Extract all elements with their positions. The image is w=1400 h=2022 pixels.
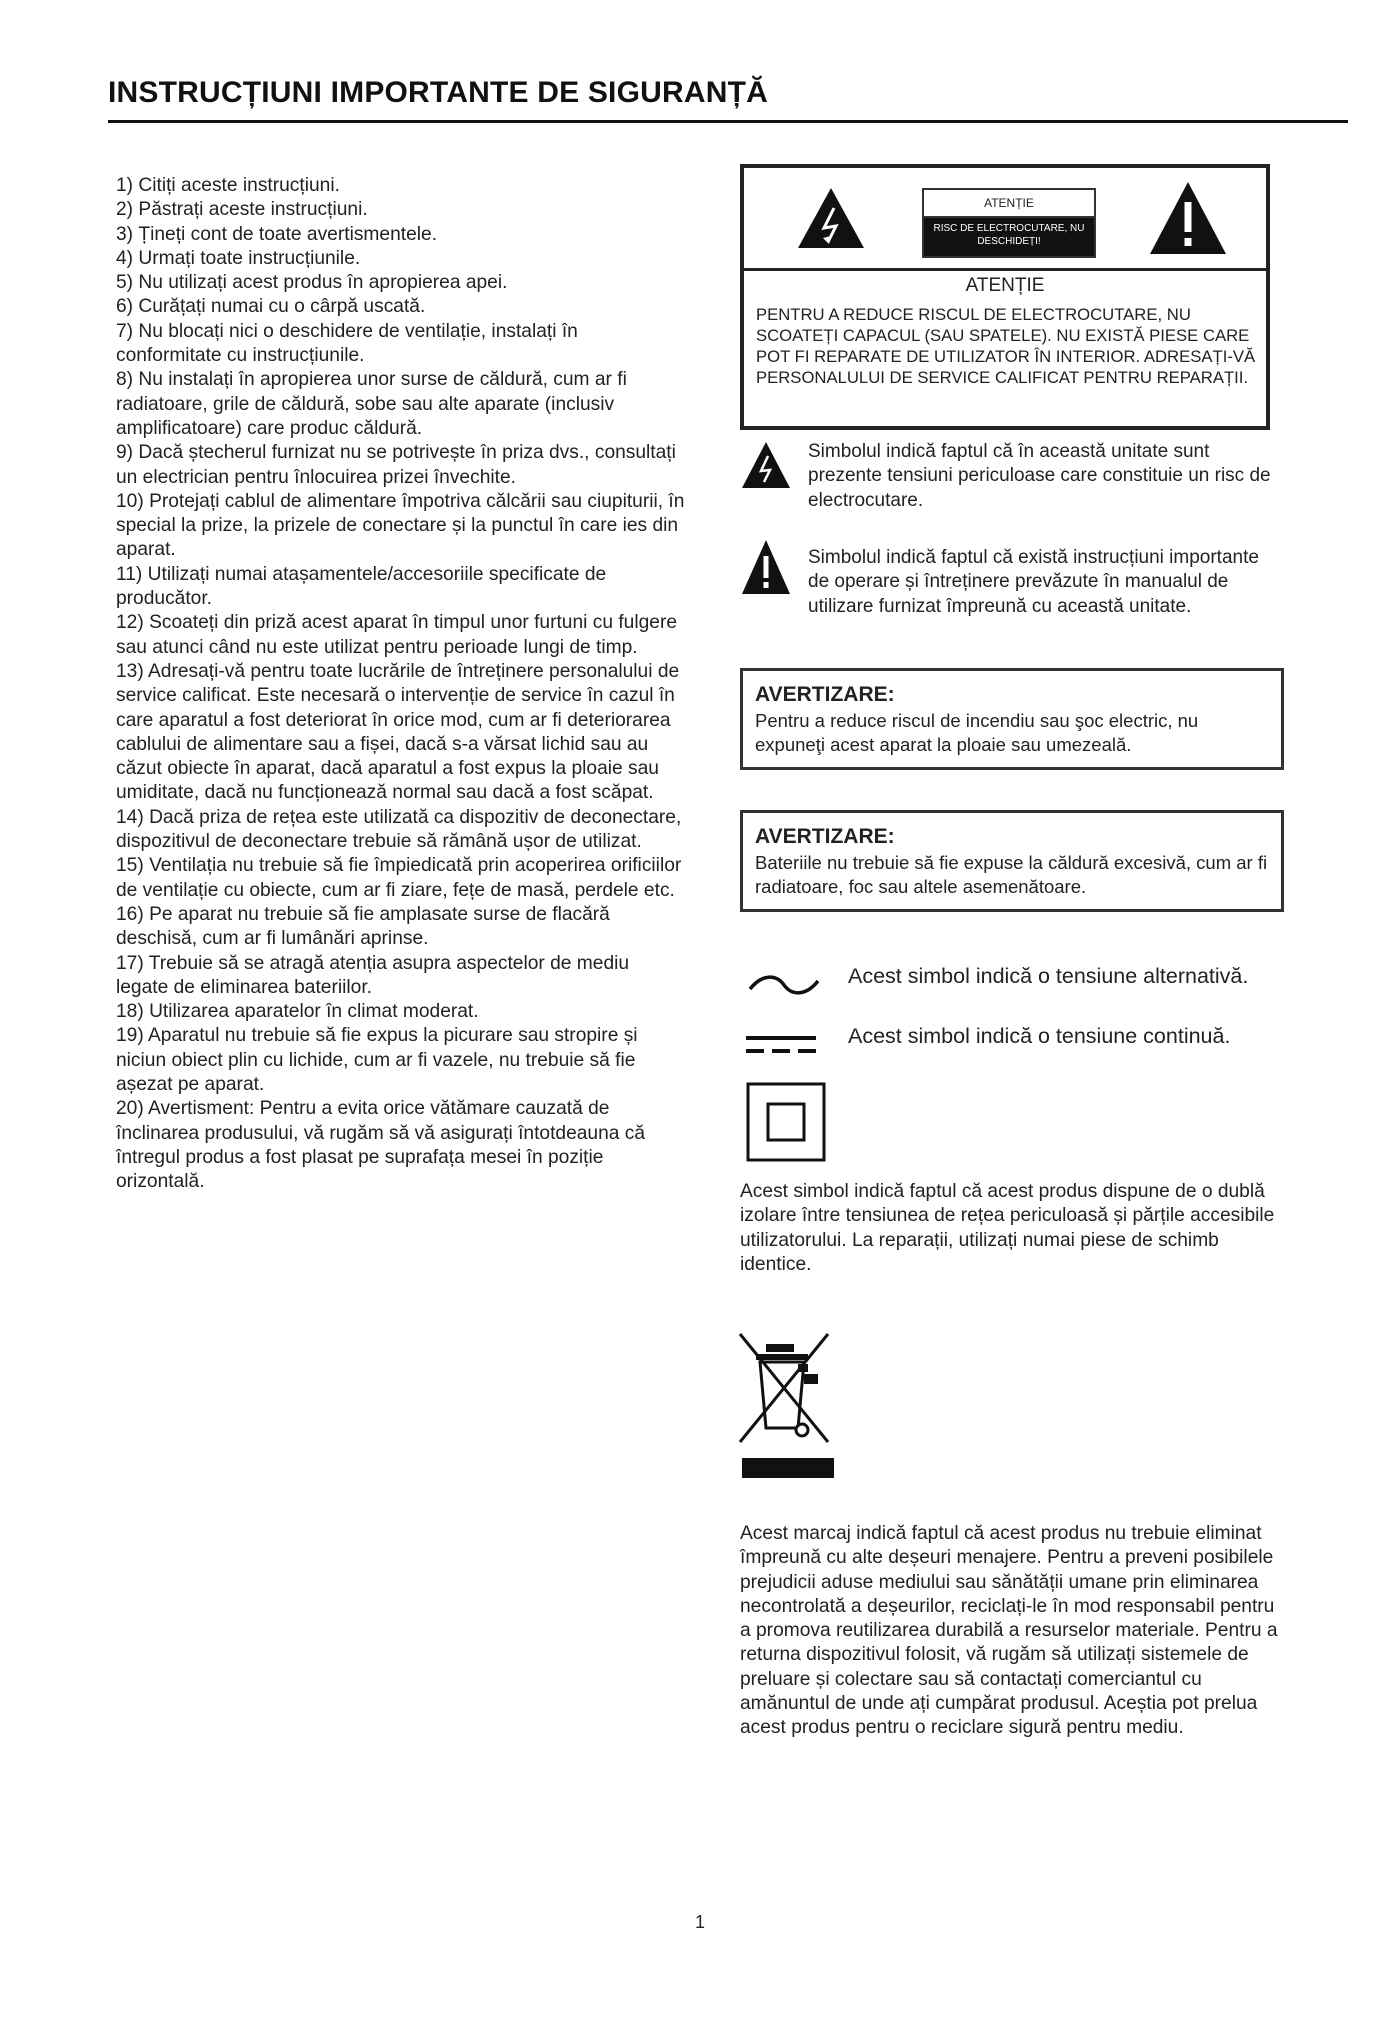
page-number: 1 bbox=[694, 1912, 705, 1932]
page-title: INSTRUCȚIUNI IMPORTANTE DE SIGURANȚĂ bbox=[108, 76, 768, 109]
instruction-list bbox=[116, 174, 686, 1194]
instruction-item: 9) Dacă ștecherul furnizat nu se potrivește în priza dvs., consultați un electrician pentru înlocuirea prizei învechite. bbox=[116, 442, 676, 488]
instruction-item: 12) Scoateți din priză acest aparat în timpul unor furtuni cu fulgere sau atunci când nu este utilizat pentru perioade lungi de timp. bbox=[116, 612, 678, 658]
instruction-item: 11) Utilizați numai atașamentele/accesoriile specificate de producător. bbox=[116, 563, 607, 610]
instruction-item: 8) Nu instalați în apropierea unor surse de căldură, cum ar fi radiatoare, grile de căldură, sobe sau alte aparate (inclusiv amplificatoare) care produc căldură. bbox=[116, 369, 627, 439]
instruction-item: 2) Păstrați aceste instrucțiuni. bbox=[116, 199, 368, 221]
instruction-item: 19) Aparatul nu trebuie să fie expus la picurare sau stropire și niciun obiect plin cu lichide, cum ar fi vazele, nu trebuie să fie așezat pe aparat. bbox=[116, 1025, 638, 1095]
instruction-item: 17) Trebuie să se atragă atenția asupra aspectelor de mediu legate de eliminarea bateriilor. bbox=[116, 952, 630, 998]
instruction-item: 10) Protejați cablul de alimentare împotriva călcării sau ciupiturii, în special la prize, la prizele de conectare și la punctul în care ies din aparat. bbox=[116, 490, 685, 561]
dc-voltage-icon bbox=[746, 1034, 816, 1056]
instruction-item: 18) Utilizarea aparatelor în climat moderat. bbox=[116, 1001, 479, 1023]
exclamation-symbol-text: Simbolul indică faptul că există instrucțiuni importante de operare și întreținere prevăzute în manualul de utilizare furnizat împreună cu această unitate. bbox=[808, 547, 1259, 617]
warning-title: AVERTIZARE: bbox=[755, 683, 895, 706]
caution-header bbox=[744, 168, 1266, 271]
caution-box bbox=[740, 164, 1270, 430]
instruction-item: 4) Urmați toate instrucțiunile. bbox=[116, 247, 361, 269]
lightning-triangle-icon bbox=[740, 440, 792, 490]
lightning-triangle-icon bbox=[796, 186, 866, 250]
warning-title: AVERTIZARE: bbox=[755, 825, 895, 848]
instruction-item: 20) Avertisment: Pentru a evita orice vătămare cauzată de înclinarea produsului, vă rugăm să vă asigurați întotdeauna că întregul produs a fost plasat pe suprafața mesei în poziție orizontală. bbox=[116, 1098, 646, 1193]
warning-box bbox=[740, 810, 1284, 912]
weee-crossed-bin-icon bbox=[734, 1328, 834, 1478]
instruction-item: 14) Dacă priza de rețea este utilizată ca dispozitiv de deconectare, dispozitivul de deconectare trebuie să rămână ușor de utilizat. bbox=[116, 806, 682, 853]
ac-tilde-icon bbox=[748, 974, 820, 996]
bolt-symbol-text: Simbolul indică faptul că în această unitate sunt prezente tensiuni periculoase care constituie un risc de electrocutare. bbox=[808, 441, 1271, 511]
warning-box bbox=[740, 668, 1284, 770]
instruction-item: 7) Nu blocați nici o deschidere de ventilație, instalați în conformitate cu instrucțiunile. bbox=[116, 320, 578, 367]
caution-label-body: RISC DE ELECTROCUTARE, NU DESCHIDEȚI! bbox=[924, 218, 1094, 256]
instruction-item: 5) Nu utilizați acest produs în apropierea apei. bbox=[116, 272, 508, 294]
instruction-item: 6) Curățați numai cu o cârpă uscată. bbox=[116, 296, 426, 318]
double-insulation-icon bbox=[746, 1082, 826, 1162]
double-insulation-text: Acest simbol indică faptul că acest produs dispune de o dublă izolare între tensiunea de rețea periculoasă și părțile accesibile utilizatorului. La reparații, utilizați numai piese de schimb identice. bbox=[740, 1181, 1275, 1275]
exclamation-triangle-icon bbox=[740, 538, 792, 596]
warning-text: Pentru a reduce riscul de incendiu sau şoc electric, nu expuneţi acest aparat la ploaie sau umezeală. bbox=[755, 710, 1199, 755]
weee-text: Acest marcaj indică faptul că acest produs nu trebuie eliminat împreună cu alte deșeuri menajere. Pentru a preveni posibilele prejudicii aduse mediului sau sănătății umane prin eliminarea necontrolată a deșeurilor, reciclați-le în mod responsabil pentru a promova reutilizarea durabilă a resurselor materiale. Pentru a returna dispozitivul folosit, vă rugăm să utilizați sistemele de preluare și colectare sau să contactați comerciantul cu amănuntul de unde ați cumpărat produsul. Aceștia pot prelua acest produs pentru o reciclare sigură pentru mediu. bbox=[740, 1523, 1278, 1739]
caution-label-heading: ATENȚIE bbox=[924, 190, 1094, 218]
title-rule bbox=[108, 120, 1348, 123]
warning-text: Bateriile nu trebuie să fie expuse la căldură excesivă, cum ar fi radiatoare, foc sau altele asemenătoare. bbox=[755, 852, 1268, 897]
ac-voltage-text: Acest simbol indică o tensiune alternativă. bbox=[848, 964, 1249, 988]
instruction-item: 13) Adresați-vă pentru toate lucrările de întreținere personalului de service calificat. Este necesară o intervenție de service în cazul în care aparatul a fost deteriorat în orice mod, cum ar fi deteriorarea cablului de alimentare sau a fișei, dacă s-a vărsat lichid sau au căzut obiecte în aparat, dacă aparatul a fost expus la ploaie sau umiditate, dacă nu funcționează normal sau dacă a fost scăpat. bbox=[116, 660, 680, 804]
instruction-item: 16) Pe aparat nu trebuie să fie amplasate surse de flacără deschisă, cum ar fi lumânări aprinse. bbox=[116, 903, 610, 950]
exclamation-triangle-icon bbox=[1148, 180, 1228, 256]
caution-text: PENTRU A REDUCE RISCUL DE ELECTROCUTARE, NU SCOATEȚI CAPACUL (SAU SPATELE). NU EXISTĂ PIESE CARE POT FI REPARATE DE UTILIZATOR ÎN INTERIOR. ADRESAȚI-VĂ PERSONALULUI DE SERVICE CALIFICAT PENTRU REPARAȚII. bbox=[756, 305, 1256, 387]
instruction-item: 3) Țineți cont de toate avertismentele. bbox=[116, 223, 438, 245]
caution-heading: ATENȚIE bbox=[965, 275, 1045, 296]
caution-label bbox=[922, 188, 1096, 258]
instruction-item: 15) Ventilația nu trebuie să fie împiedicată prin acoperirea orificiilor de ventilație cu obiecte, cum ar fi ziare, fețe de masă, perdele etc. bbox=[116, 855, 682, 901]
instruction-item: 1) Citiți aceste instrucțiuni. bbox=[116, 175, 340, 196]
dc-voltage-text: Acest simbol indică o tensiune continuă. bbox=[848, 1024, 1231, 1048]
